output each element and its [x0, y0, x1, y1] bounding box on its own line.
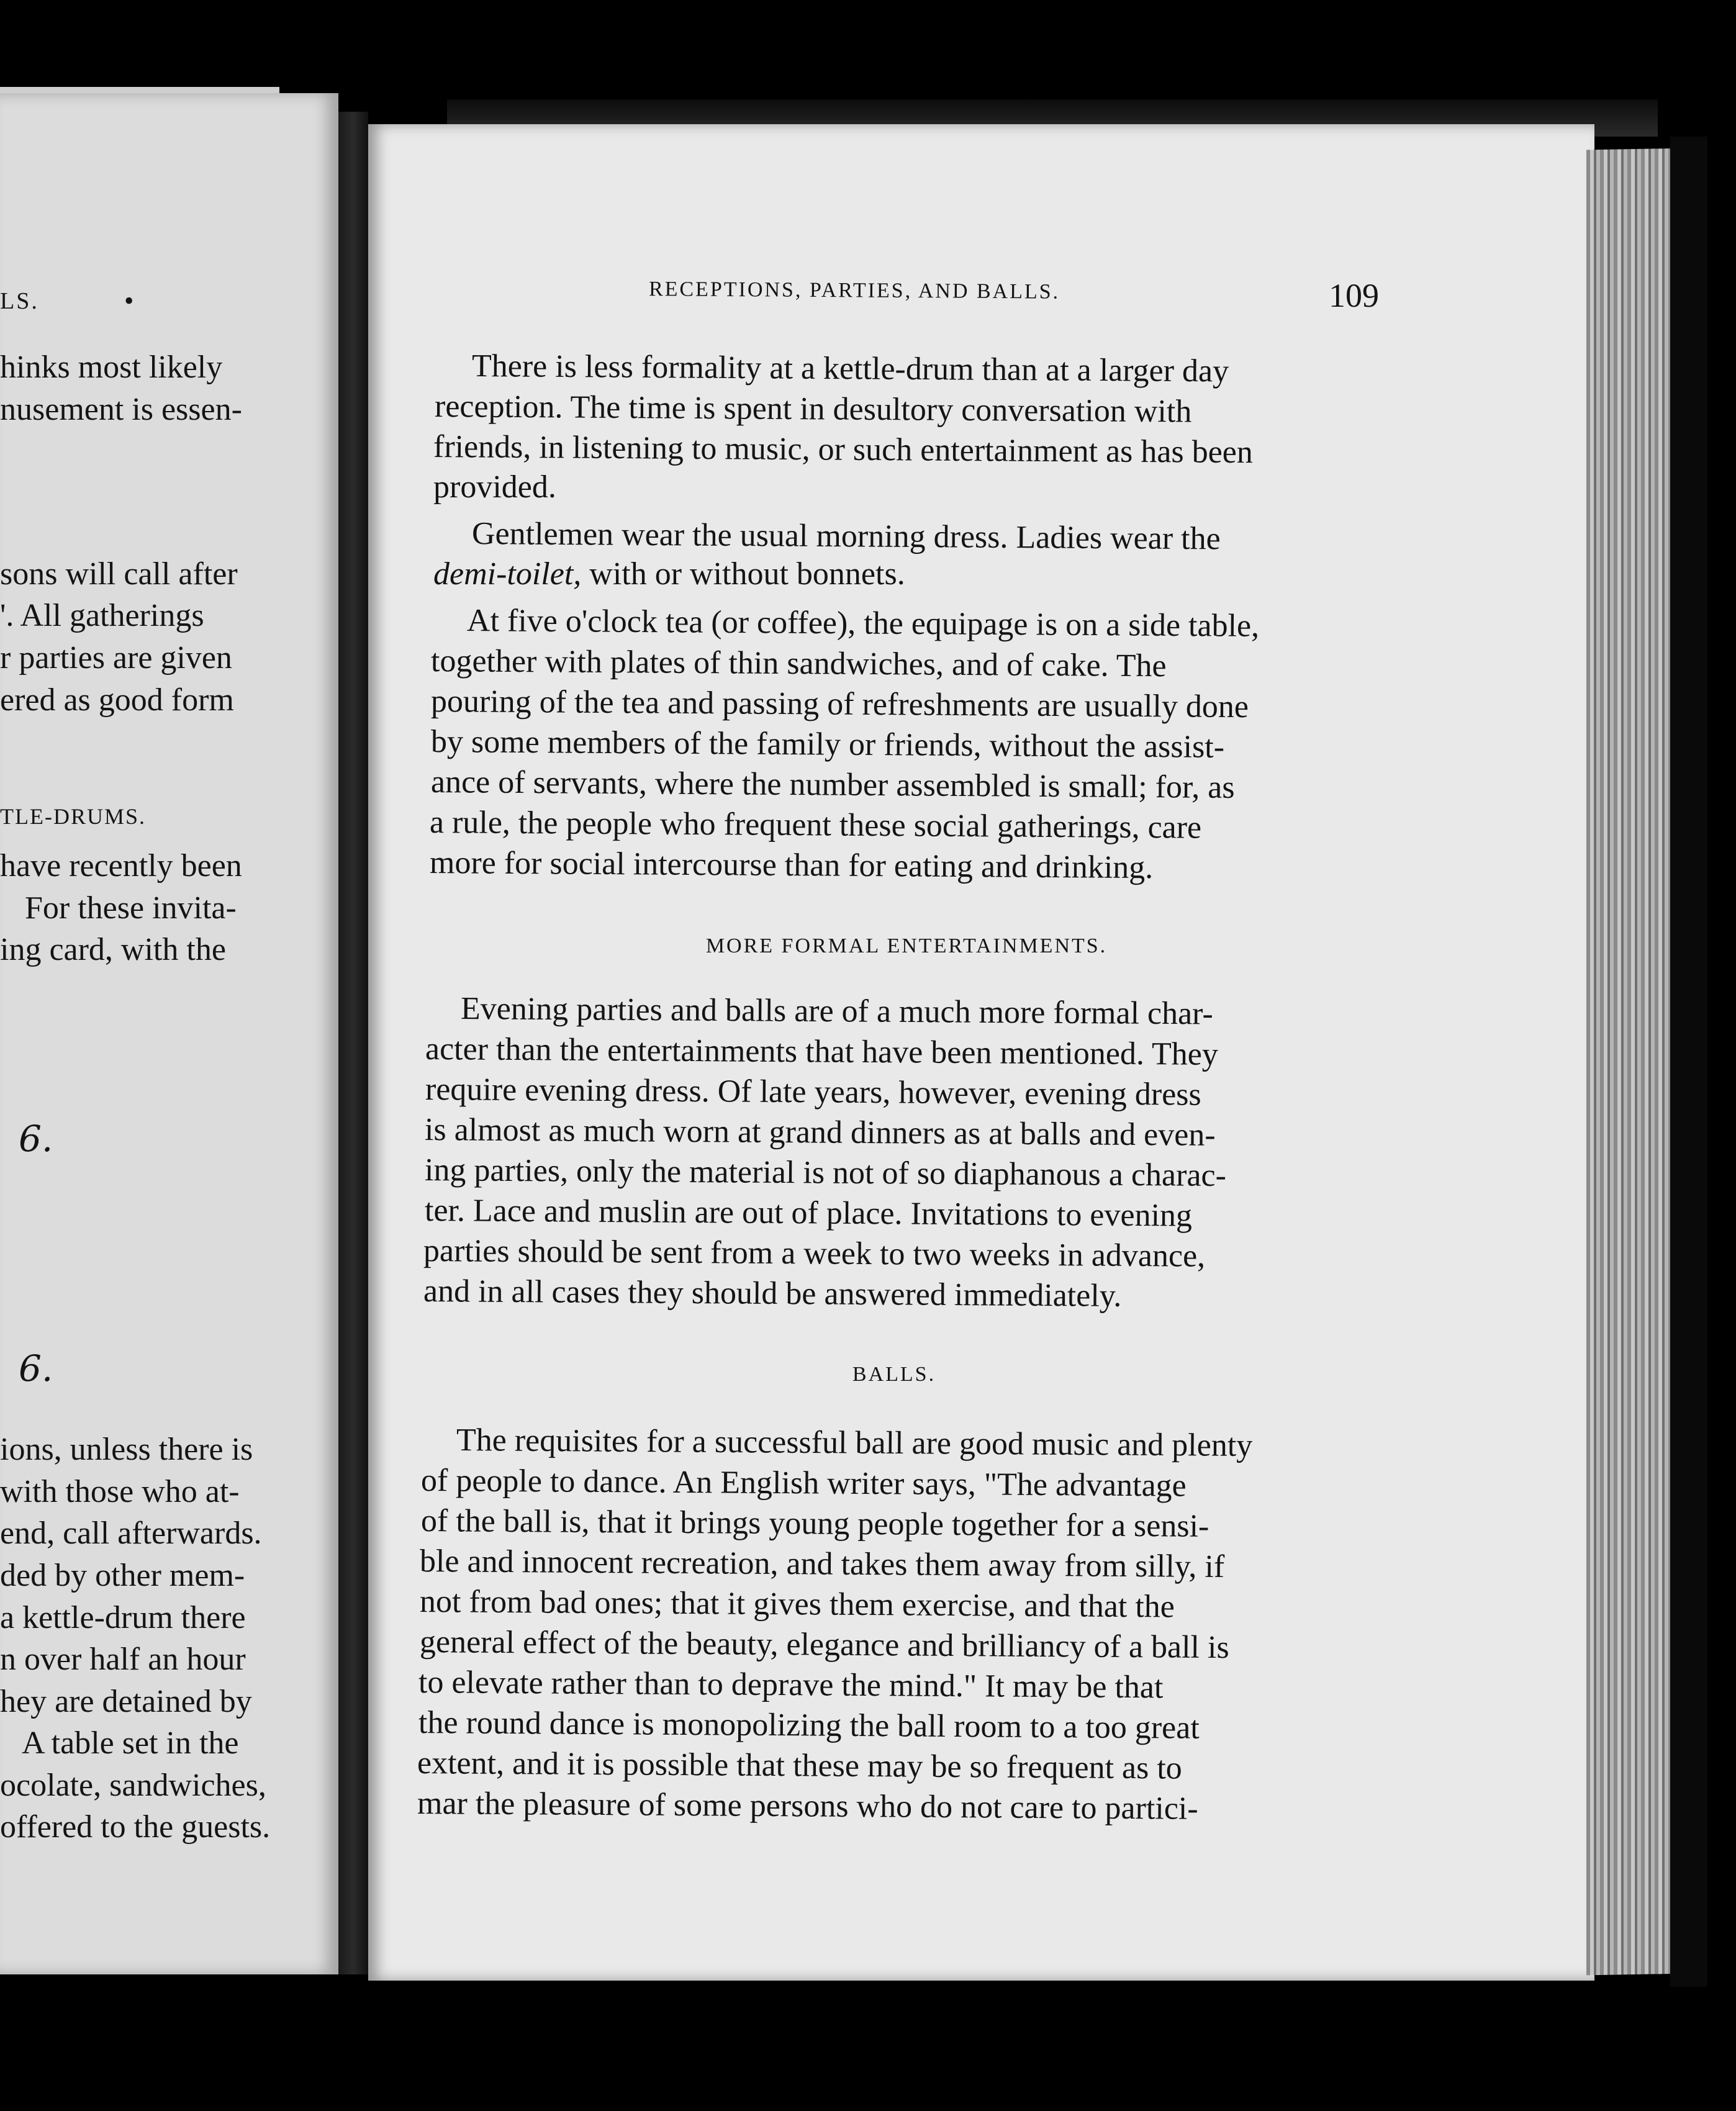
text-line: Evening parties and balls are of a much more formal char- [460, 991, 1213, 1032]
text-line: by some members of the family or friends, without the assist- [430, 724, 1225, 765]
left-line: hey are detained by [0, 1684, 252, 1719]
left-line: A table set in the [22, 1725, 239, 1761]
text-span: with or without bonnets. [581, 556, 905, 592]
text-line: ter. Lace and muslin are out of place. Invitations to evening [424, 1193, 1193, 1234]
text-line: pouring of the tea and passing of refreshments are usually done [430, 684, 1249, 725]
running-head: RECEPTIONS, PARTIES, AND BALLS. [648, 278, 1060, 304]
text-line: is almost as much worn at grand dinners as at balls and even- [424, 1112, 1216, 1153]
text-line: and in all cases they should be answered immediately. [423, 1273, 1122, 1314]
left-section-heading: TLE-DRUMS. [0, 804, 146, 829]
book-gutter [338, 112, 368, 1974]
book-cover-edge [1670, 137, 1707, 1987]
text-line: of the ball is, that it brings young people together for a sensi- [420, 1503, 1209, 1544]
left-line: offered to the guests. [0, 1809, 271, 1845]
left-line: with those who at- [0, 1474, 240, 1509]
text-line: reception. The time is spent in desultory conversation with [434, 389, 1192, 430]
left-line: hinks most likely [0, 350, 223, 385]
text-line: acter than the entertainments that have been mentioned. They [425, 1031, 1219, 1072]
text-line: more for social intercourse than for eating and drinking. [429, 845, 1154, 886]
text-line: require evening dress. Of late years, however, evening dress [425, 1072, 1201, 1113]
section-heading: MORE FORMAL ENTERTAINMENTS. [705, 934, 1108, 957]
left-line: sons will call after [0, 556, 238, 592]
left-line: have recently been [0, 848, 242, 884]
text-line: a rule, the people who frequent these social gatherings, care [429, 805, 1202, 846]
left-line: a kettle-drum there [0, 1600, 246, 1635]
handwritten-mark: 6. [19, 1118, 53, 1160]
italic-term: demi-toilet, [433, 556, 582, 592]
text-line: There is less formality at a kettle-drum than at a larger day [471, 348, 1229, 389]
left-line: r parties are given [0, 640, 232, 676]
handwritten-mark: 6. [19, 1347, 53, 1390]
text-line: ance of servants, where the number assembled is small; for, as [430, 764, 1235, 806]
text-line: of people to dance. An English writer says, "The advantage [420, 1463, 1187, 1504]
left-line: ered as good form [0, 682, 234, 718]
text-line: mar the pleasure of some persons who do not care to partici- [417, 1786, 1198, 1827]
text-line: general effect of the beauty, elegance and brilliancy of a ball is [419, 1624, 1229, 1666]
left-line: For these invita- [25, 890, 237, 926]
text-line: the round dance is monopolizing the ball room to a too great [418, 1705, 1200, 1746]
left-line: ing card, with the [0, 932, 226, 967]
text-line: extent, and it is possible that these may be so frequent as to [417, 1745, 1183, 1786]
text-line: to elevate rather than to deprave the mind." It may be that [418, 1665, 1164, 1706]
left-line: ions, unless there is [0, 1432, 253, 1467]
left-line: '. All gatherings [0, 598, 204, 633]
left-line: end, call afterwards. [0, 1516, 262, 1551]
text-line: At five o'clock tea (or coffee), the equipage is on a side table, [466, 603, 1260, 644]
left-header-fragment: LS. [0, 288, 39, 314]
text-line: The requisites for a successful ball are good music and plenty [456, 1422, 1253, 1463]
left-line: nusement is essen- [0, 392, 242, 427]
left-line: n over half an hour [0, 1642, 246, 1677]
text-line: friends, in listening to music, or such entertainment as has been [433, 429, 1254, 471]
left-header-bullet: • [124, 286, 134, 316]
text-line: parties should be sent from a week to two weeks in advance, [423, 1233, 1206, 1274]
text-line: Gentlemen wear the usual morning dress. Ladies wear the [471, 516, 1221, 557]
left-line: ocolate, sandwiches, [0, 1768, 266, 1803]
text-line [433, 556, 905, 593]
section-heading: BALLS. [852, 1363, 936, 1386]
page-number: 109 [1329, 277, 1379, 314]
text-line: ing parties, only the material is not of so diaphanous a charac- [424, 1152, 1227, 1194]
text-line: provided. [433, 469, 556, 505]
text-line: not from bad ones; that it gives them exercise, and that the [419, 1584, 1175, 1625]
text-line: ble and innocent recreation, and takes them away from silly, if [419, 1544, 1225, 1585]
left-line: ded by other mem- [0, 1558, 245, 1593]
text-line: together with plates of thin sandwiches, and of cake. The [430, 643, 1167, 684]
